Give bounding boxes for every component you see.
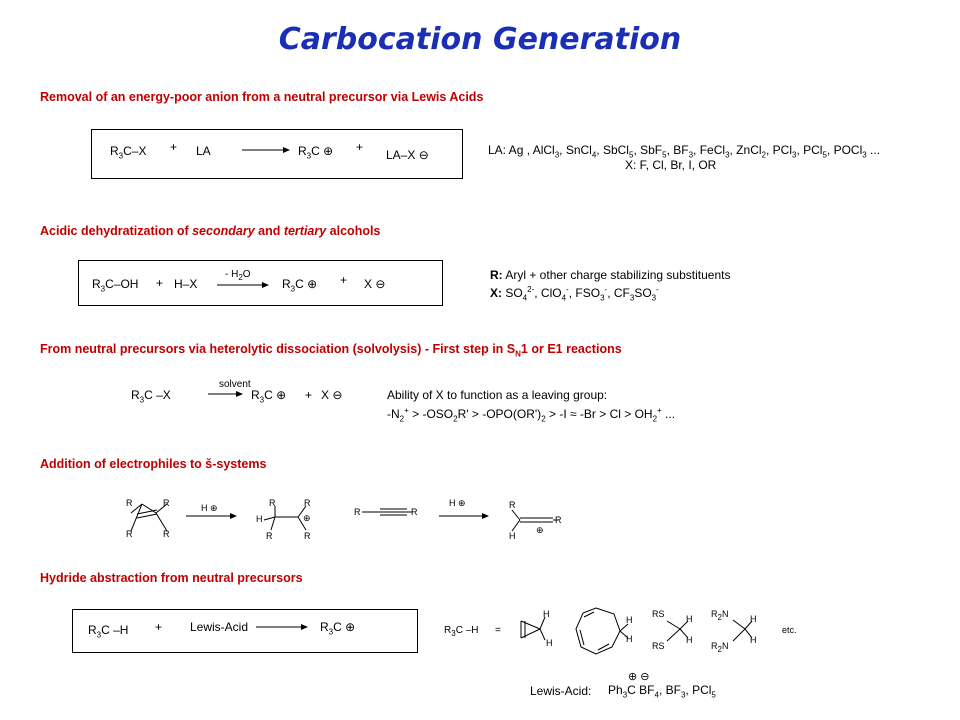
s3-reactant: $R_3C$ –X — [131, 388, 171, 405]
s2-product: $R_3C$ ⊕ — [282, 277, 318, 294]
s4-label-h: H — [509, 531, 516, 541]
s4-vinyl-charge: ⊕ — [536, 525, 544, 535]
s1-product: $R_3C$ ⊕ — [298, 144, 334, 161]
s2-arrow-label: - $H_2O$ — [225, 269, 251, 282]
s1-byproduct: LA–X ⊖ — [386, 148, 429, 162]
s4-label-r: R — [266, 531, 273, 541]
s4-label-r: R — [163, 498, 170, 508]
s5-label-h: H — [750, 635, 757, 645]
s3-arrow-label: solvent — [219, 379, 251, 390]
s3-byproduct: X ⊖ — [321, 388, 343, 402]
s5-label-h: H — [626, 634, 633, 644]
s2-note-2: X: $SO_4^{2-}$, ClO$_4$-, $FSO_3^-$, $CF_3SO_3^-$ — [490, 285, 659, 303]
s2-note-1: R: Aryl + other charge stabilizing substituents — [490, 268, 731, 282]
s2-reactant: $R_3C-OH$ — [92, 277, 139, 294]
s3-product: $R_3C$ ⊕ — [251, 388, 287, 405]
s4-label-r: R — [304, 531, 311, 541]
s5-label-h: H — [750, 614, 757, 624]
s5-etc: etc. — [782, 625, 797, 635]
s5-product: $R_3C$ ⊕ — [320, 620, 356, 637]
s1-plus-2: + — [356, 140, 364, 154]
s3-plus: + — [305, 388, 313, 402]
s2-reagent: H–X — [174, 277, 198, 291]
s1-reactant: $R_3C-X$ — [110, 144, 147, 161]
s4-cation-charge: ⊕ — [303, 513, 311, 523]
s2-heading-part-1: Acidic dehydratization of — [40, 224, 193, 238]
s4-label-r: R — [354, 507, 361, 517]
s4-label-r: R — [126, 498, 133, 508]
s4-label-r: R — [555, 515, 562, 525]
s3-note-1: Ability of X to function as a leaving group: — [387, 388, 608, 402]
page-title: Carbocation Generation — [278, 22, 682, 57]
s5-label-r2n: $R_2N$ — [711, 609, 729, 622]
s4-h-cation-2: H ⊕ — [449, 498, 466, 508]
s5-reagent: Lewis-Acid — [190, 620, 249, 634]
s5-label-rs: RS — [652, 641, 665, 651]
s2-heading-part-4: tertiary — [283, 224, 327, 238]
s2-plus-2: + — [340, 273, 348, 287]
s5-dithioacetal — [667, 621, 688, 641]
s2-plus-1: + — [156, 276, 164, 290]
s4-label-r: R — [304, 498, 311, 508]
s5-equals: = — [495, 625, 501, 636]
s5-lewis-acid-list: $Ph_3C$ $BF_4$, $BF_3$, PCl$_5$ — [608, 683, 716, 700]
s1-note-1: LA: Ag , AlCl$_3$, SnCl$_4$, SbCl$_5$, SbF$_5$, $BF_3$, FeCl$_3$, ZnCl$_2$, PCl$_3$, PCl$_5$, POCl$_3$ ... — [488, 143, 881, 160]
s2-heading-part-3: and — [254, 224, 284, 238]
s4-label-r: R — [269, 498, 276, 508]
s5-cyclopropene — [521, 617, 545, 640]
s5-reactant: $R_3C$ –H — [88, 623, 129, 640]
s5-generic-hydride: $R_3C$ –H — [444, 625, 479, 638]
s5-lewis-acid-label: Lewis-Acid: — [530, 684, 592, 698]
s5-plus: + — [155, 620, 163, 634]
s4-label-r: R — [163, 529, 170, 539]
section-3-heading: From neutral precursors via heterolytic dissociation (solvolysis) - First step in $S_N1$ or E1 reactions — [40, 342, 622, 359]
s4-h-cation: H ⊕ — [201, 503, 218, 513]
s2-byproduct: X ⊖ — [364, 277, 386, 291]
s5-label-rs: RS — [652, 609, 665, 619]
s5-label-r2n: $R_2N$ — [711, 641, 729, 654]
s4-label-r: R — [126, 529, 133, 539]
s2-heading-part-2: secondary — [192, 224, 255, 238]
section-1-heading: Removal of an energy-poor anion from a neutral precursor via Lewis Acids — [40, 90, 484, 104]
s4-label-h: H — [256, 514, 263, 524]
section-5-heading: Hydride abstraction from neutral precursors — [40, 571, 303, 585]
s2-heading-part-5: alcohols — [326, 224, 381, 238]
s5-label-h: H — [546, 638, 553, 648]
s1-plus-1: + — [170, 140, 178, 154]
s5-label-h: H — [686, 635, 693, 645]
s5-lewis-acid-charges: ⊕ ⊖ — [628, 671, 650, 683]
s1-note-2: X: F, Cl, Br, I, OR — [625, 158, 717, 172]
s5-cycloheptatriene — [576, 608, 628, 654]
s5-label-h: H — [543, 609, 550, 619]
s5-label-h: H — [626, 615, 633, 625]
s5-label-h: H — [686, 614, 693, 624]
section-4-heading: Addition of electrophiles to š-systems — [40, 457, 267, 471]
s4-label-r: R — [411, 507, 418, 517]
s1-reagent: LA — [196, 144, 211, 158]
s3-note-2: $-N_2^+ > -OSO_2R' > -OPO(OR')_2 > -I \approx -Br > Cl > OH_2^+$ ... — [387, 406, 676, 424]
s4-label-r: R — [509, 500, 516, 510]
